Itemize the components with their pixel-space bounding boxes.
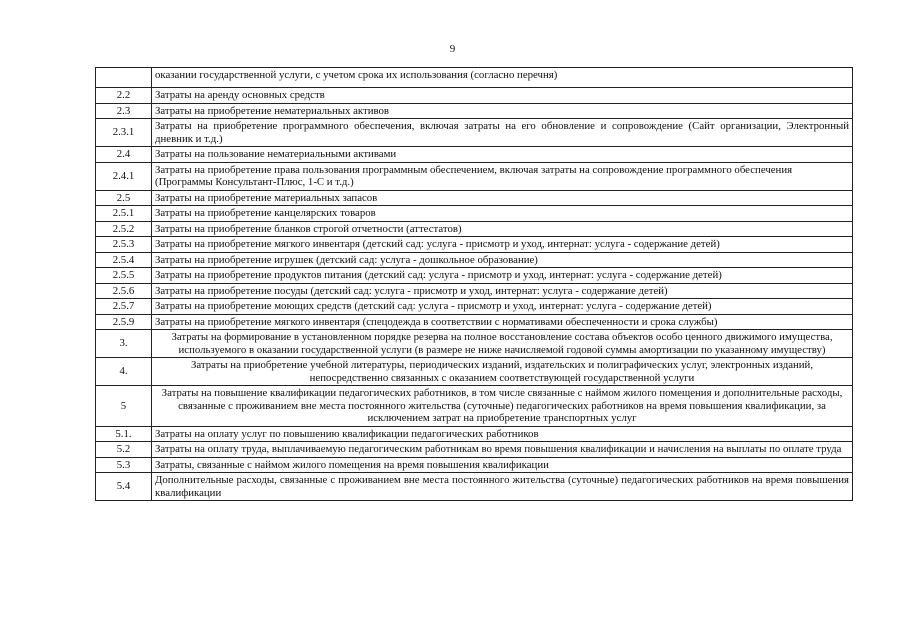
row-number: 5.4 (96, 473, 152, 501)
table-row (96, 237, 853, 253)
row-description: Дополнительные расходы, связанные с проживанием вне места постоянного жительства (суточные) педагогических работников на время повышения квалификации (152, 473, 853, 501)
row-number: 4. (96, 358, 152, 386)
row-number (96, 68, 152, 88)
row-number: 2.5.6 (96, 283, 152, 299)
table-row (96, 206, 853, 222)
row-number: 2.3 (96, 103, 152, 119)
row-description: Затраты, связанные с наймом жилого помещения на время повышения квалификации (152, 457, 853, 473)
row-description: Затраты на приобретение программного обеспечения, включая затраты на его обновление и сопровождение (Сайт организации, Электронный дневник и т.д.) (152, 119, 853, 147)
table-row (96, 358, 853, 386)
row-description: Затраты на приобретение посуды (детский сад: услуга - присмотр и уход, интернат: услуга - содержание детей) (152, 283, 853, 299)
row-number: 2.4.1 (96, 162, 152, 190)
table-row (96, 386, 853, 427)
row-description: Затраты на оплату услуг по повышению квалификации педагогических работников (152, 426, 853, 442)
row-description: Затраты на пользование нематериальными активами (152, 147, 853, 163)
row-description: Затраты на приобретение моющих средств (детский сад: услуга - присмотр и уход, интернат: услуга - содержание детей) (152, 299, 853, 315)
row-number: 2.4 (96, 147, 152, 163)
row-number: 2.5.4 (96, 252, 152, 268)
row-description: Затраты на формирование в установленном порядке резерва на полное восстановление состава объектов особо ценного движимого имущества, используемого в оказании государственной услуги (в размере не ниже начисляемой годовой суммы амортизации по указанному имуществу) (152, 330, 853, 358)
page-number: 9 (449, 43, 456, 55)
row-description: Затраты на приобретение продуктов питания (детский сад: услуга - присмотр и уход, интернат: услуга - содержание детей) (152, 268, 853, 284)
table-body (96, 68, 853, 501)
row-number: 3. (96, 330, 152, 358)
row-number: 2.5 (96, 190, 152, 206)
row-number: 2.5.2 (96, 221, 152, 237)
row-number: 2.5.5 (96, 268, 152, 284)
row-number: 5.3 (96, 457, 152, 473)
row-number: 5 (96, 386, 152, 427)
row-description: Затраты на приобретение мягкого инвентаря (спецодежда в соответствии с нормативами обеспеченности и срока службы) (152, 314, 853, 330)
row-number: 5.1. (96, 426, 152, 442)
table-row (96, 314, 853, 330)
table-row (96, 68, 853, 88)
table-row (96, 103, 853, 119)
row-description: Затраты на приобретение бланков строгой отчетности (аттестатов) (152, 221, 853, 237)
row-number: 2.2 (96, 88, 152, 104)
row-description: Затраты на приобретение нематериальных активов (152, 103, 853, 119)
row-description: Затраты на повышение квалификации педагогических работников, в том числе связанные с наймом жилого помещения и дополнительные расходы, связанные с проживанием вне места постоянного жительства (суточные) педагогических работников на время повышения квалификации, за исключением затрат на приобретение транспортных услуг (152, 386, 853, 427)
row-description: Затраты на оплату труда, выплачиваемую педагогическим работникам во время повышения квалификации и начисления на выплаты по оплате труда (152, 442, 853, 458)
row-description: Затраты на приобретение учебной литературы, периодических изданий, издательских и полиграфических услуг, электронных изданий, непосредственно связанных с оказанием соответствующей государственной услуги (152, 358, 853, 386)
table-row (96, 119, 853, 147)
table-row (96, 457, 853, 473)
table-row (96, 221, 853, 237)
row-description: Затраты на приобретение канцелярских товаров (152, 206, 853, 222)
row-description: Затраты на приобретение права пользования программным обеспечением, включая затраты на сопровождение программного обеспечения (Программы Консультант-Плюс, 1-С и т.д.) (152, 162, 853, 190)
table-row (96, 252, 853, 268)
table-row (96, 426, 853, 442)
row-number: 2.5.7 (96, 299, 152, 315)
table-row (96, 88, 853, 104)
table-row (96, 268, 853, 284)
row-number: 2.5.1 (96, 206, 152, 222)
row-description: Затраты на приобретение материальных запасов (152, 190, 853, 206)
row-number: 5.2 (96, 442, 152, 458)
row-number: 2.3.1 (96, 119, 152, 147)
table-row (96, 283, 853, 299)
row-number: 2.5.9 (96, 314, 152, 330)
table-row (96, 190, 853, 206)
table-row (96, 147, 853, 163)
row-number: 2.5.3 (96, 237, 152, 253)
row-description: Затраты на аренду основных средств (152, 88, 853, 104)
table-row (96, 442, 853, 458)
table-row (96, 299, 853, 315)
cost-items-table (95, 67, 853, 501)
table-row (96, 473, 853, 501)
row-description: оказании государственной услуги, с учетом срока их использования (согласно перечня) (152, 68, 853, 88)
row-description: Затраты на приобретение игрушек (детский сад: услуга - дошкольное образование) (152, 252, 853, 268)
table-row (96, 162, 853, 190)
row-description: Затраты на приобретение мягкого инвентаря (детский сад: услуга - присмотр и уход, интернат: услуга - содержание детей) (152, 237, 853, 253)
table-row (96, 330, 853, 358)
